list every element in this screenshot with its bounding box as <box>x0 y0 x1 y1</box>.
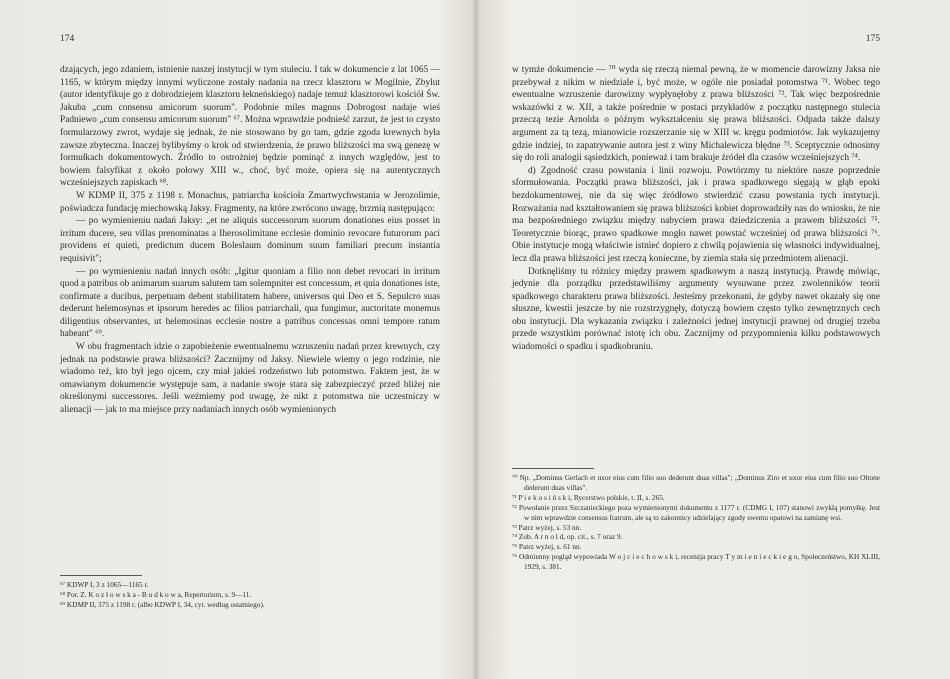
book-gutter <box>472 0 480 679</box>
footnote: ⁷³ Patrz wyżej, s. 53 nn. <box>512 522 582 532</box>
right-paragraph: d) Zgodność czasu powstania i linii rozwoju. Powtórzmy tu niektóre nasze poprzednie sformułowania. Początki prawa bliższości, jak i prawa spadkowego sięgają w głąb epoki bezdokumentowej, nie da się więc źródłowo stwierdzić czasu powstania tych instytucji. Rozważania nad kształtowaniem się prawa bliższości kobiet doprowadziły nas do wniosku, że nie ma bezpośredniego związku między nabyciem prawa dziedziczenia a prawem bliższości ⁷⁵. Teoretycznie biorąc, prawo spadkowe mogło nawet powstać wcześniej od prawa bliższości ⁷⁶. Obie instytucje mogą właściwie istnieć dopiero z chwilą pojawienia się własności indywidualnej, lecz dla prawa bliższości jest rzeczą konieczne, by ziemia stała się przedmiotem alienacji. <box>512 165 880 264</box>
footnote: ⁷² Powołanie przez Szczanieckiego poza wymienionymi dokumentu z 1177 r. (CDMG I, 107) stanowi zwykłą pomyłkę. Jest w nim wprawdzie consensus fratrum, ale są to zakonnicy udzielający zgody swemu opatowi na zamianę wsi. <box>512 502 880 522</box>
footnote: ⁶⁹ KDMP II, 375 z 1198 r. (albo KDWP I, 34, cyt. według ostatniego). <box>60 599 265 609</box>
footnote: ⁷⁶ Odmienny pogląd wypowiada W o j c i e c h o w s k i, recenzja pracy T y m i e n i e c k i e g o, Społeczeństwo, KH XLIII, 1929, s. 381. <box>512 552 880 572</box>
footnote: ⁷⁵ Patrz wyżej, s. 61 nn. <box>512 542 582 552</box>
right-footnotes <box>512 468 880 572</box>
right-paragraph: w tymże dokumencie — ⁷⁰ wyda się rzeczą niemal pewną, że w momencie darowizny Jaksa nie przebywał z nikim w niedziale i, być może, w ogóle nie posiadał potomstwa ⁷¹. Wobec tego ewentualne wzruszenie darowizny wypłynęłoby z prawa bliższości ⁷². Tak więc bezpośrednie wskazówki z w. XII, a także pośrednie w postaci przykładów z początku następnego stulecia przeczą tezie Arnolda o późnym wykształceniu się prawa bliższości. Odpada także dalszy argument za tą tezą, mianowicie rozszerzanie się w XIII w. kręgu podmiotów. Jak wykazujemy gdzie indziej, to zapatrywanie autora jest z winy Michalewicza błędne ⁷³. Sceptycznie odnosimy się do roli analogii sąsiedzkich, ponieważ i tam brakuje źródeł dla czasów wcześniejszych ⁷⁴. <box>512 65 880 164</box>
footnote: ⁷⁰ Np. „Dominus Gerlach et uxor eius cum filio suo dederunt duas villas"; „Dominus Ziro et uxor eius cum filio suo Oltone dederunt duas villas". <box>512 473 880 492</box>
footnote-rule <box>60 575 142 576</box>
left-paragraph: dzających, jego zdaniem, istnienie naszej instytucji w tym stuleciu. I tak w dokumencie z lat 1065 — 1165, w którym między innymi wyliczone zostały nadania na rzecz klasztoru w Mogilnie, Zbylut (autor identyfikuje go z dobrodziejem klasztoru łekneńskiego) nadaje temuż klasztorowi kościół Św. Jakuba „cum consensu amicorum suorum". Podobnie miles magnus Dobrogost nadaje wieś Padniewo „cum consensu amicorum suorum" ⁶⁷. Można wprawdzie podnieść zarzut, że jest to czysto formularzowy zwrot, wydaje się jednak, że nie stosowano by go tam, gdzie zgoda krewnych była zawsze zbyteczna. Inaczej bylibyśmy o krok od stwierdzenia, że prawo bliższości ma swą genezę w formułkach dokumentowych. Źródło to ostrożniej będzie pominąć z innych względów, jest to bowiem falsyfikat z około połowy XIII w., choć, być może, opiera się na autentycznych wcześniejszych zapiskach ⁶⁸. <box>60 65 440 189</box>
footnote-rule <box>512 468 594 469</box>
right-page <box>512 0 880 679</box>
footnote: ⁶⁷ KDWP I, 3 z 1065—1165 r. <box>60 580 149 589</box>
right-page-body <box>512 64 880 354</box>
footnote: ⁶⁸ Por. Z. K o z ł o w s k a - B u d k o w a, Repertorium, s. 9—11. <box>60 589 252 599</box>
right-page-number: 175 <box>865 34 880 44</box>
right-paragraph: Dotknęliśmy tu różnicy między prawem spadkowym a naszą instytucją. Prawdę mówiąc, jedynie dla porządku przedstawiliśmy argumenty wysuwane przez zwolenników teorii spadkowego charakteru prawa bliższości. Jesteśmy przekonani, że gdyby nawet okazały się one słuszne, kwestii jeszcze by nie rozstrzygnęły, dotyczą bowiem często tylko zewnętrznych cech obu instytucji. Dla wykazania związku i zależności jednej instytucji prawnej od drugiej trzeba przede wszystkim porównać istotę ich obu. Zacznijmy od przypomnienia kilku podstawowych wiadomości o spadku i spadkobraniu. <box>512 266 880 353</box>
footnote: ⁷⁴ Zob. A r n o l d, op. cit., s. 7 oraz 9. <box>512 532 623 542</box>
footnote: ⁷¹ P i e k o s i ń s k i, Rycerstwo polskie, t. II, s. 265. <box>512 492 665 502</box>
left-paragraph: — po wymienieniu nadań innych osób: „Igitur quoniam a filio non debet revocari in irritum quod a patribus ob animarum suarum salutem tam solempniter est concessum, et quia donationes iste, confirmate a ducibus, perpetuam debent stabilitatem habere, universos qui Deo et S. Sepulcro suas dederunt helemosynas et ipsorum heredes ac filios patriarchali, qua fungimur, auctoritate monemus diligentius observantes, ut helemosinas ecclesie nostre a patribus concessas omni tempore ratum habeant" ⁶⁹. <box>60 266 440 340</box>
left-page-number: 174 <box>60 34 75 44</box>
left-page <box>60 0 440 679</box>
left-paragraph: W obu fragmentach idzie o zapobieżenie ewentualnemu wzruszeniu nadań przez krewnych, czy jednak na podstawie prawa bliższości? Zacznijmy od Jaksy. Niewiele wiemy o jego rodzinie, nie wiadomo też, kto był jego ojcem, czy miał jakieś rodzeństwo lub potomstwo. Faktem jest, że w omawianym dokumencie występuje sam, a nadanie swoje stara się zabezpieczyć przed bliżej nie określonymi successores. Jeśli weźmiemy pod uwagę, że nikt z potomstwa nie uczestniczy w alienacji — jak to ma miejsce przy nadaniach innych osób wymienionych <box>60 342 440 416</box>
left-paragraph: W KDMP II, 375 z 1198 r. Monachus, patriarcha kościoła Zmartwychwstania w Jerozolimie, poświadcza fundację miechowską Jaksy. Fragmenty, na które zwrócono uwagę, brzmią następująco: <box>60 190 440 214</box>
left-footnotes <box>60 575 440 610</box>
left-paragraph: — po wymienieniu nadań Jaksy: „et ne aliquis successorum suorum donationes eius posset in irritum ducere, seu villas prenominatas a Iherosolimitane ecclesie dominio revocare futurorum paci providens et quieti, predictum ducem Boleslaum dominum suum familiari precum instantia requisivit"; <box>60 216 440 264</box>
left-page-body <box>60 64 440 417</box>
